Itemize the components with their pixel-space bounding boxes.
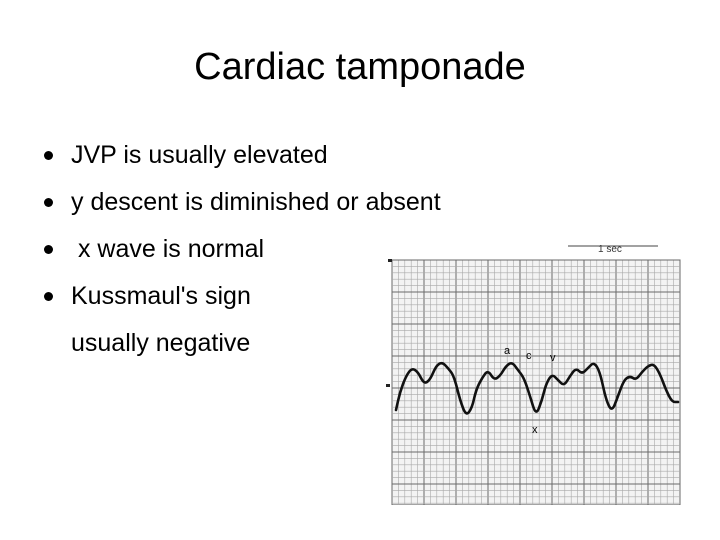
bullet-dot: [44, 151, 53, 160]
v-wave-label: v: [550, 352, 556, 364]
bullet-item: [42, 179, 441, 226]
bullet-text: Kussmaul's sign: [71, 282, 251, 310]
c-wave-label: c: [526, 350, 532, 362]
top-left-tick: [388, 259, 392, 262]
x-descent-label: x: [532, 424, 538, 436]
bullet-text: x wave is normal: [71, 235, 265, 263]
bullet-dot: [44, 198, 53, 207]
bullet-continuation: usually negative: [71, 329, 251, 357]
bullet-dot: [44, 292, 53, 301]
bullet-item: [42, 132, 441, 179]
slide-title: Cardiac tamponade: [194, 46, 526, 88]
a-wave-label: a: [504, 345, 511, 357]
left-tick: [386, 384, 390, 387]
jvp-tracing-image: [380, 240, 692, 505]
bullet-text: y descent is diminished or absent: [71, 188, 441, 216]
grid-frame: [392, 260, 680, 505]
grid-paper: [392, 260, 680, 505]
jvp-tracing-figure: [380, 240, 692, 505]
bullet-dot: [44, 245, 53, 254]
time-scale-label: 1 sec: [598, 244, 622, 255]
bullet-text: JVP is usually elevated: [71, 141, 328, 169]
